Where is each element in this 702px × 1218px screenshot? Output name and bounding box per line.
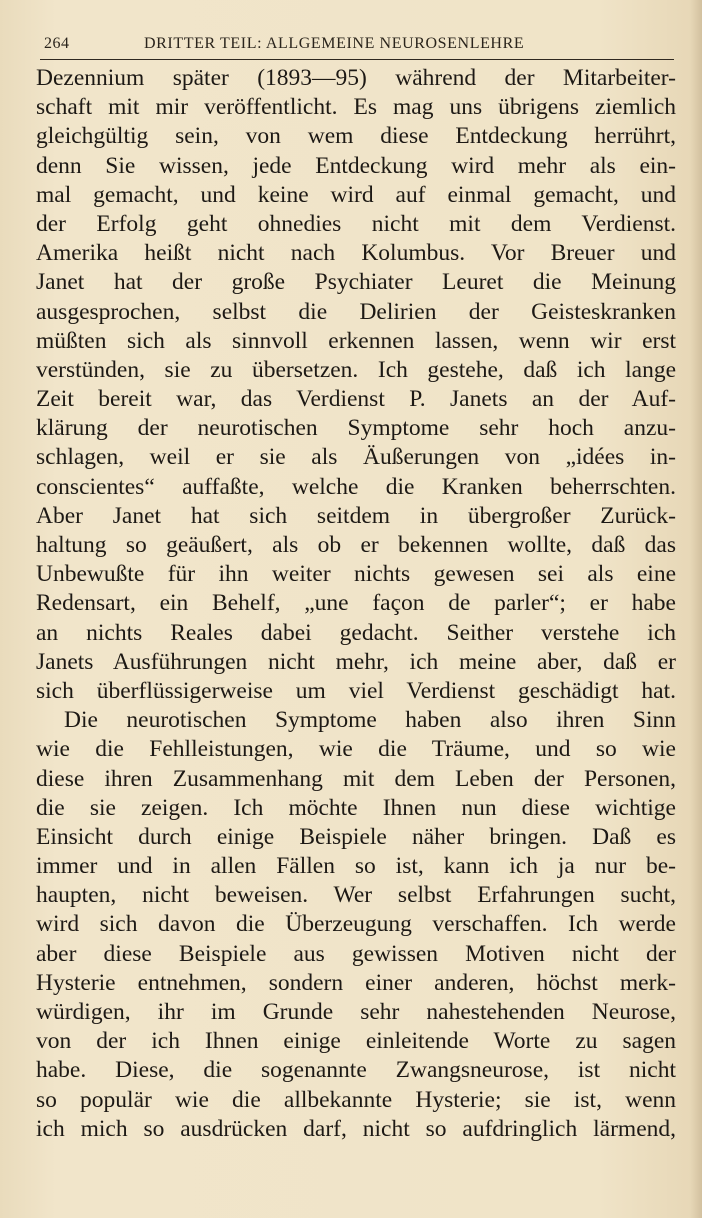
text-line: Amerika heißt nicht nach Kolumbus. Vor Breuer und — [36, 240, 676, 267]
text-line: Hysterie entnehmen, sondern einer anderen, höchst merk- — [36, 969, 676, 996]
running-head: DRITTER TEIL: ALLGEMEINE NEUROSENLEHRE — [144, 35, 525, 52]
page-header — [40, 34, 672, 60]
page-edge-shadow — [690, 0, 702, 1218]
text-line: diese ihren Zusammenhang mit dem Leben der Personen, — [36, 765, 676, 792]
page-number: 264 — [44, 35, 70, 52]
body-text — [36, 64, 676, 1144]
text-line: wird sich davon die Überzeugung verschaffen. Ich werde — [36, 911, 676, 938]
text-line: haltung so geäußert, als ob er bekennen wollte, daß das — [36, 532, 676, 558]
text-line: der Erfolg geht ohnedies nicht mit dem Verdienst. — [36, 210, 676, 237]
text-line: haupten, nicht beweisen. Wer selbst Erfahrungen sucht, — [36, 882, 676, 909]
text-line: ich mich so ausdrücken darf, nicht so aufdringlich lärmend, — [36, 1115, 676, 1142]
text-line: ausgesprochen, selbst die Delirien der Geisteskranken — [36, 298, 676, 325]
text-line: Dezennium später (1893—95) während der Mitarbeiter- — [36, 65, 676, 91]
text-line: sich überflüssigerweise um viel Verdienst geschädigt hat. — [36, 677, 676, 704]
text-line: die sie zeigen. Ich möchte Ihnen nun diese wichtige — [36, 794, 676, 821]
text-line: habe. Diese, die sogenannte Zwangsneurose, ist nicht — [36, 1057, 676, 1084]
text-line: von der ich Ihnen einige einleitende Worte zu sagen — [36, 1028, 676, 1055]
text-line: Zeit bereit war, das Verdienst P. Janets an der Auf- — [36, 386, 676, 413]
text-line: Einsicht durch einige Beispiele näher bringen. Daß es — [36, 823, 676, 850]
text-line: aber diese Beispiele aus gewissen Motiven nicht der — [36, 940, 676, 967]
text-line: wie die Fehlleistungen, wie die Träume, und so wie — [36, 736, 676, 763]
text-line: denn Sie wissen, jede Entdeckung wird mehr als ein- — [36, 152, 676, 179]
text-line: Unbewußte für ihn weiter nichts gewesen sei als eine — [36, 561, 676, 588]
text-line: würdigen, ihr im Grunde sehr nahestehenden Neurose, — [36, 999, 676, 1025]
text-line: schaft mit mir veröffentlicht. Es mag uns übrigens ziemlich — [36, 94, 676, 121]
text-line: klärung der neurotischen Symptome sehr hoch anzu- — [36, 415, 676, 442]
text-line: an nichts Reales dabei gedacht. Seither verstehe ich — [36, 619, 676, 646]
text-line: Janets Ausführungen nicht mehr, ich meine aber, daß er — [36, 648, 676, 675]
text-line: müßten sich als sinnvoll erkennen lassen, wenn wir erst — [36, 327, 676, 354]
text-line: Aber Janet hat sich seitdem in übergroßer Zurück- — [36, 502, 676, 529]
text-line: gleichgültig sein, von wem diese Entdeckung herrührt, — [36, 123, 676, 150]
paragraph-start-line: Die neurotischen Symptome haben also ihren Sinn — [64, 707, 676, 734]
text-line: Redensart, ein Behelf, „une façon de parler“; er habe — [36, 590, 676, 617]
text-line: schlagen, weil er sie als Äußerungen von „idées in- — [36, 444, 676, 471]
text-line: immer und in allen Fällen so ist, kann ich ja nur be- — [36, 853, 676, 880]
text-line: mal gemacht, und keine wird auf einmal gemacht, und — [36, 181, 676, 208]
header-rule — [40, 59, 674, 60]
text-line: so populär wie die allbekannte Hysterie; sie ist, wenn — [36, 1086, 676, 1113]
text-line: Janet hat der große Psychiater Leuret die Meinung — [36, 269, 676, 296]
text-line: conscientes“ auffaßte, welche die Kranken beherrschten. — [36, 473, 676, 500]
text-line: verstünden, sie zu übersetzen. Ich gestehe, daß ich lange — [36, 356, 676, 383]
